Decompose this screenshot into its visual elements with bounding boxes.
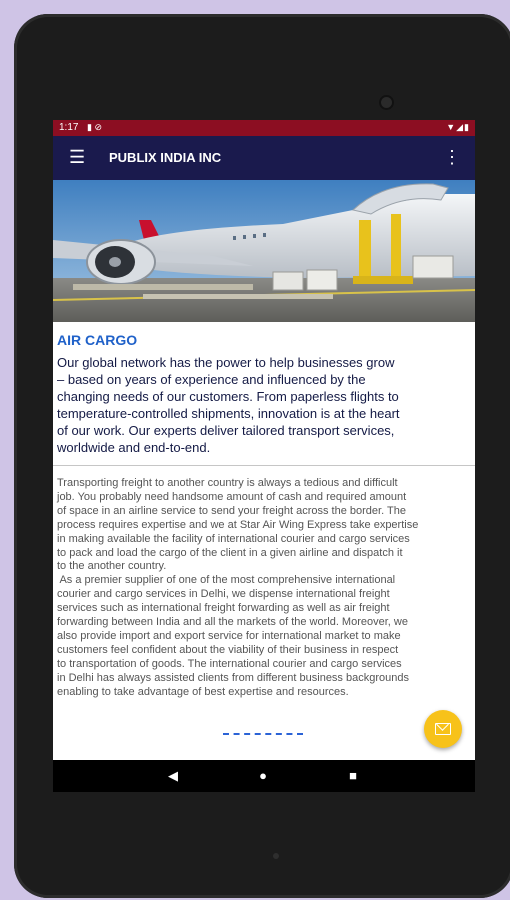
device-screen — [53, 120, 475, 792]
sd-card-icon: ▮ — [87, 122, 92, 132]
divider — [53, 465, 475, 466]
body-line: forwarding between India and all the markets of the world. Moreover, we — [57, 616, 408, 629]
body-line: As a premier supplier of one of the most comprehensive international — [57, 574, 396, 587]
body-line: also provide import and export service for international market to make — [57, 629, 401, 642]
home-icon[interactable]: ● — [259, 768, 267, 783]
intro-line: worldwide and end-to-end. — [57, 440, 211, 455]
battery-icon: ▮ — [464, 122, 470, 132]
body-line: of space in an airline service to send your freight across the border. The — [57, 504, 406, 517]
status-bar — [53, 120, 475, 136]
body-line: customers feel confident about the viability of their business in respect — [57, 643, 399, 656]
body-line: courier and cargo services in Delhi, we dispense international freight — [57, 588, 390, 601]
signal-icon: ◢ — [456, 122, 465, 132]
intro-line: – based on years of experience and influenced by the — [57, 372, 366, 387]
body-line: to transportation of goods. The international courier and cargo services — [57, 657, 402, 670]
email-fab-button[interactable] — [424, 710, 462, 748]
hero-image — [53, 180, 475, 322]
email-icon — [435, 723, 451, 735]
hamburger-menu-icon[interactable]: ☰ — [69, 147, 86, 167]
sensor-dot — [273, 853, 279, 859]
app-bar — [53, 136, 475, 180]
system-nav-bar — [53, 760, 475, 792]
section-title: AIR CARGO — [57, 332, 138, 348]
body-line: in making available the facility of international courier and cargo services — [57, 532, 410, 545]
body-line: process requires expertise and we at Star Air Wing Express take expertise — [57, 518, 419, 531]
intro-line: changing needs of our customers. From paperless flights to — [57, 389, 399, 404]
more-vert-icon[interactable]: ⋮ — [443, 147, 461, 167]
intro-paragraph — [57, 354, 429, 456]
body-line: to pack and load the cargo of the client in a given airline and dispatch it — [57, 546, 403, 559]
body-line: enabling to take advantage of best expertise and resources. — [57, 685, 349, 698]
body-line: Transporting freight to another country is always a tedious and difficult — [57, 477, 398, 489]
status-left-icons — [87, 122, 102, 133]
recents-icon[interactable]: ■ — [349, 768, 357, 783]
body-line: services such as international freight forwarding as well as air freight — [57, 602, 390, 615]
body-line: to the another country. — [57, 560, 167, 573]
intro-line: Our global network has the power to help businesses grow — [57, 355, 395, 370]
cargo-plane-illustration — [53, 180, 475, 322]
app-title: PUBLIX INDIA INC — [109, 150, 222, 165]
status-time: 1:17 — [59, 122, 79, 133]
block-icon: ⊘ — [94, 122, 103, 132]
status-right-icons — [446, 122, 470, 133]
back-icon[interactable]: ◀ — [168, 768, 178, 783]
body-paragraph — [57, 477, 473, 700]
intro-line: of our work. Our experts deliver tailored transport services, — [57, 423, 395, 438]
body-line: in Delhi has always assisted clients from different business backgrounds — [57, 671, 409, 684]
body-line: job. You probably need handsome amount of cash and required amount — [57, 490, 407, 503]
camera-icon — [381, 97, 392, 108]
intro-line: temperature-controlled shipments, innovation is at the heart — [57, 406, 400, 421]
wifi-icon: ▼ — [446, 122, 457, 132]
dashed-separator — [223, 733, 303, 735]
